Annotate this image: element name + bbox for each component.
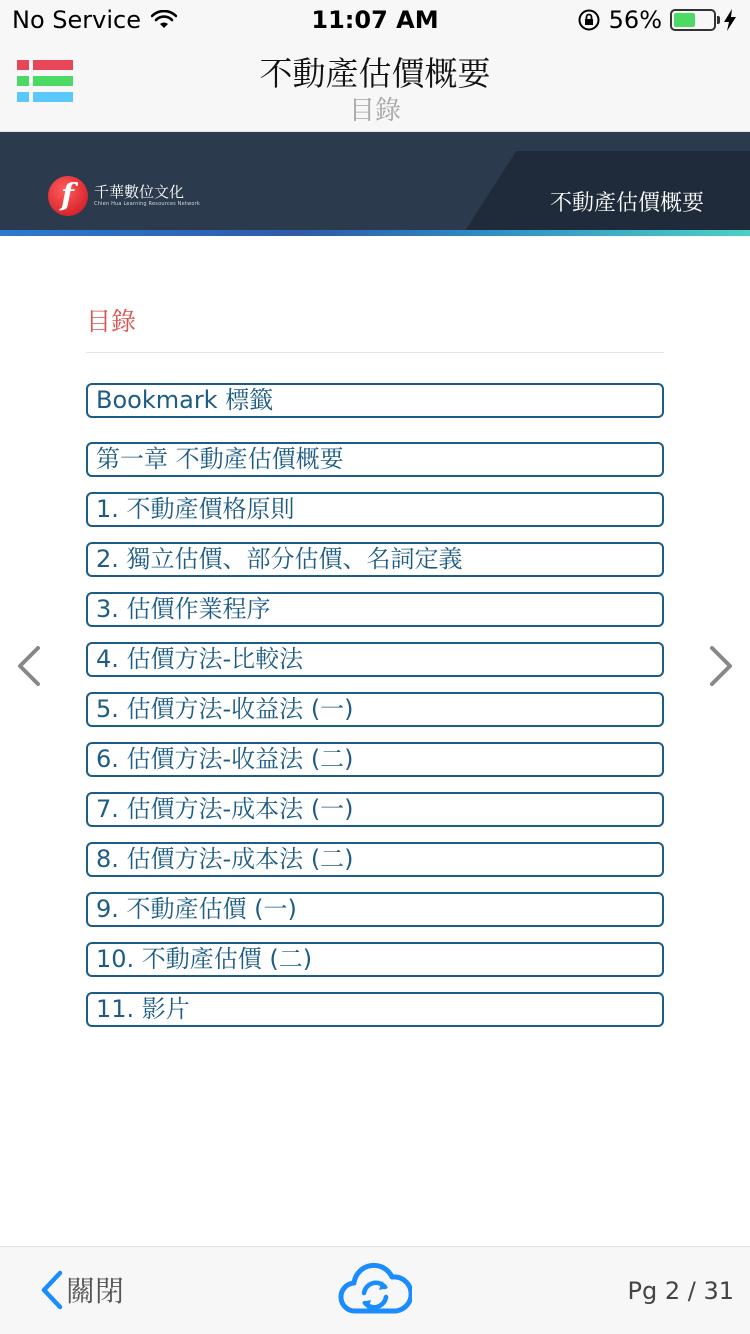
charging-bolt-icon bbox=[724, 9, 736, 31]
toc-item[interactable]: 9. 不動產估價 (一) bbox=[86, 892, 664, 927]
toc-item[interactable]: 6. 估價方法-收益法 (二) bbox=[86, 742, 664, 777]
banner-course-title: 不動產估價概要 bbox=[549, 191, 704, 216]
navigation-bar bbox=[0, 40, 750, 132]
page-title: 不動產估價概要 bbox=[259, 54, 491, 93]
toc-item[interactable]: 5. 估價方法-收益法 (一) bbox=[86, 692, 664, 727]
toc-item[interactable]: 3. 估價作業程序 bbox=[86, 592, 664, 627]
close-button[interactable] bbox=[40, 1269, 124, 1310]
chevron-left-icon bbox=[40, 1270, 64, 1310]
status-bar bbox=[0, 0, 750, 40]
logo-mark-icon bbox=[48, 176, 88, 216]
close-label: 關閉 bbox=[66, 1274, 125, 1308]
status-right bbox=[577, 6, 736, 34]
course-banner bbox=[0, 132, 750, 236]
previous-page-arrow-icon[interactable] bbox=[14, 646, 44, 686]
divider bbox=[86, 352, 664, 353]
bookmark-button[interactable]: Bookmark 標籤 bbox=[86, 383, 664, 418]
status-time: 11:07 AM bbox=[311, 6, 439, 34]
carrier-label: No Service bbox=[12, 6, 141, 34]
battery-icon bbox=[670, 9, 716, 31]
toc-item[interactable]: 10. 不動產估價 (二) bbox=[86, 942, 664, 977]
page-indicator: Pg 2 / 31 bbox=[627, 1277, 734, 1305]
publisher-logo bbox=[48, 176, 200, 216]
page-subtitle: 目錄 bbox=[348, 96, 401, 126]
toc-list bbox=[86, 442, 664, 1027]
toc-item[interactable]: 8. 估價方法-成本法 (二) bbox=[86, 842, 664, 877]
bottom-toolbar bbox=[0, 1246, 750, 1334]
toc-item[interactable]: 1. 不動產價格原則 bbox=[86, 492, 664, 527]
toc-content bbox=[86, 236, 664, 1042]
toc-item[interactable]: 2. 獨立估價、部分估價、名詞定義 bbox=[86, 542, 664, 577]
toc-item[interactable]: 第一章 不動產估價概要 bbox=[86, 442, 664, 477]
toc-item[interactable]: 11. 影片 bbox=[86, 992, 664, 1027]
logo-tagline: Chien Hua Learning Resources Network bbox=[94, 201, 200, 207]
cloud-sync-icon[interactable] bbox=[338, 1261, 412, 1319]
toc-heading: 目錄 bbox=[86, 307, 137, 336]
rotation-lock-icon bbox=[577, 8, 601, 32]
next-page-arrow-icon[interactable] bbox=[706, 646, 736, 686]
toc-item[interactable]: 4. 估價方法-比較法 bbox=[86, 642, 664, 677]
battery-percent: 56% bbox=[608, 6, 662, 34]
toc-item[interactable]: 7. 估價方法-成本法 (一) bbox=[86, 792, 664, 827]
logo-name: 千華數位文化 bbox=[94, 183, 185, 201]
